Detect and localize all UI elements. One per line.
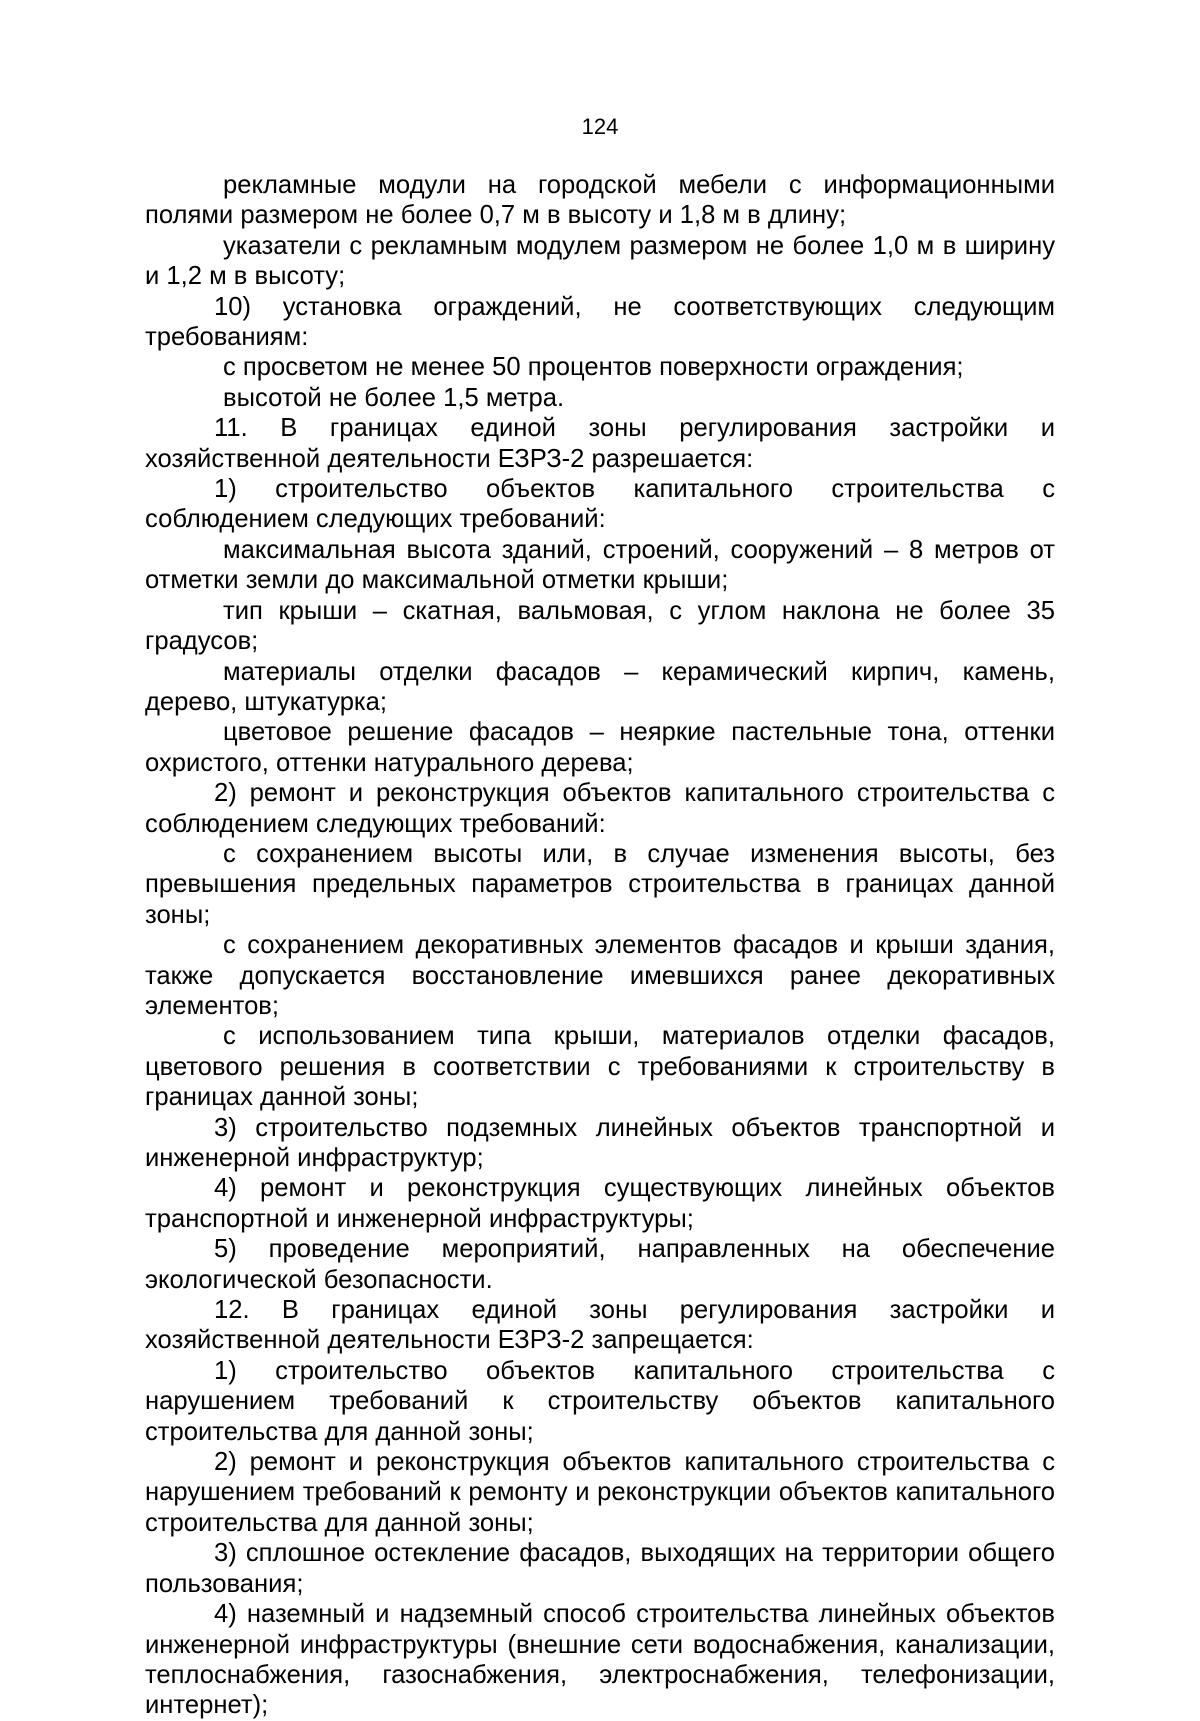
list-item: 2) ремонт и реконструкция объектов капитального строительства с нарушением требований к ремонту и реконструкции объектов капитального строительства для данной зоны; bbox=[145, 1448, 1055, 1537]
list-item: 3) строительство подземных линейных объектов транспортной и инженерной инфраструктур; bbox=[145, 1113, 1055, 1172]
list-item: 1) строительство объектов капитального строительства с нарушением требований к строительству объектов капитального строительства для данной зоны; bbox=[145, 1356, 1055, 1446]
paragraph: с просветом не менее 50 процентов поверхности ограждения; bbox=[223, 353, 964, 382]
paragraph: цветовое решение фасадов – неяркие пастельные тона, оттенки охристого, оттенки натурального дерева; bbox=[145, 718, 1055, 777]
list-item: 4) наземный и надземный способ строительства линейных объектов инженерной инфраструктуры (внешние сети водоснабжения, канализации, теплоснабжения, газоснабжения, электроснабжения, телефонизации, интернет); bbox=[145, 1600, 1055, 1720]
section-paragraph: 12. В границах единой зоны регулирования застройки и хозяйственной деятельности ЕЗРЗ-2 запрещается: bbox=[145, 1296, 1055, 1355]
paragraph: с использованием типа крыши, материалов отделки фасадов, цветового решения в соответствии с требованиями к строительству в границах данной зоны; bbox=[145, 1022, 1055, 1112]
paragraph: высотой не более 1,5 метра. bbox=[223, 383, 565, 412]
document-body bbox=[145, 170, 1055, 1721]
paragraph: рекламные модули на городской мебели с информационными полями размером не более 0,7 м в высоту и 1,8 м в длину; bbox=[145, 171, 1055, 230]
paragraph: тип крыши – скатная, вальмовая, с углом наклона не более 35 градусов; bbox=[145, 596, 1055, 656]
paragraph: с сохранением декоративных элементов фасадов и крыши здания, также допускается восстановление имевшихся ранее декоративных элементов; bbox=[145, 931, 1055, 1020]
page-number: 124 bbox=[581, 114, 619, 139]
paragraph: указатели с рекламным модулем размером не более 1,0 м в ширину и 1,2 м в высоту; bbox=[145, 231, 1055, 291]
list-item: 5) проведение мероприятий, направленных на обеспечение экологической безопасности. bbox=[145, 1235, 1055, 1294]
paragraph: с сохранением высоты или, в случае изменения высоты, без превышения предельных параметров строительства в границах данной зоны; bbox=[145, 839, 1055, 929]
list-item: 10) установка ограждений, не соответствующих следующим требованиям: bbox=[145, 292, 1055, 352]
list-item: 1) строительство объектов капитального строительства с соблюдением следующих требований: bbox=[145, 475, 1055, 534]
list-item: 4) ремонт и реконструкция существующих линейных объектов транспортной и инженерной инфраструктуры; bbox=[145, 1174, 1055, 1233]
list-item: 3) сплошное остекление фасадов, выходящих на территории общего пользования; bbox=[145, 1539, 1055, 1598]
paragraph: максимальная высота зданий, строений, сооружений – 8 метров от отметки земли до максимальной отметки крыши; bbox=[145, 535, 1055, 595]
paragraph: материалы отделки фасадов – керамический кирпич, камень, дерево, штукатурка; bbox=[145, 657, 1055, 716]
section-paragraph: 11. В границах единой зоны регулирования застройки и хозяйственной деятельности ЕЗРЗ-2 разрешается: bbox=[145, 414, 1055, 473]
list-item: 2) ремонт и реконструкция объектов капитального строительства с соблюдением следующих требований: bbox=[145, 779, 1055, 838]
